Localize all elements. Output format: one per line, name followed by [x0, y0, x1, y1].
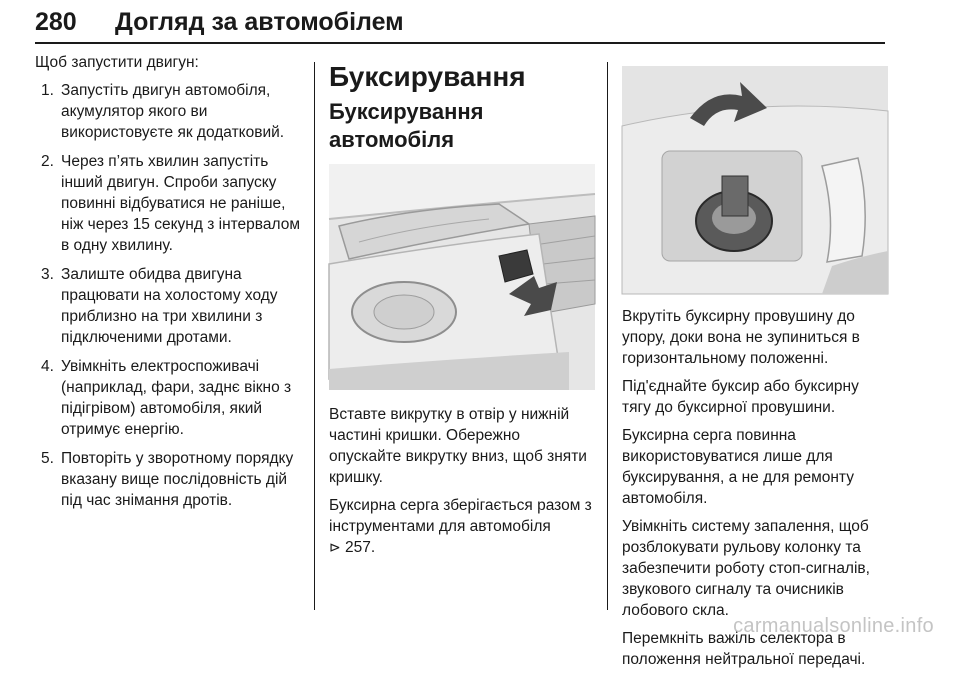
tow-eye-installation-illustration [622, 66, 888, 294]
section-title: Буксирування [329, 61, 526, 92]
column-middle [329, 52, 595, 565]
paragraph-neutral: Перемкніть важіль селектора в положення нейтральної передачі. [622, 630, 866, 668]
header-divider [35, 42, 885, 44]
page-header [35, 6, 925, 46]
start-steps-list [35, 80, 303, 511]
page-reference[interactable]: ⊳ 257. [329, 539, 376, 556]
list-item: 1. Запустіть двигун автомобіля, акумулятор якого ви використовуєте як додатковий. [41, 82, 285, 141]
column-divider-right [607, 62, 608, 610]
cover-removal-text: Вставте викрутку в отвір у нижній частині кришки. Обережно опускайте викрутку вниз, щоб зняти кришку. [329, 406, 587, 486]
intro-text: Щоб запустити двигун: [35, 54, 199, 71]
paragraph-towing-only: Буксирна серга повинна використовуватися лише для буксирування, а не для ремонту автомобіля. [622, 427, 854, 507]
list-item: 5. Повторіть у зворотному порядку вказану вище послідовність дій під час знімання дротів. [41, 450, 294, 509]
subsection-title: Буксирування автомобіля [329, 99, 484, 152]
list-item: 4. Увімкніть електроспоживачі (наприклад, фари, заднє вікно з підігрівом) автомобіля, який отримує енергію. [41, 358, 292, 438]
bumper-cover-illustration [329, 164, 595, 390]
page-number: 280 [35, 8, 77, 36]
paragraph-attach-tow: Під'єднайте буксир або буксирну тягу до буксирної провушини. [622, 378, 859, 416]
watermark: carmanualsonline.info [733, 615, 934, 637]
paragraph-screw-in: Вкрутіть буксирну провушину до упору, доки вона не зупиниться в горизонтальному положенні. [622, 308, 860, 367]
column-right [622, 52, 890, 677]
chapter-title: Догляд за автомобілем [115, 8, 404, 36]
tow-eye-storage-text: Буксирна серга зберігається разом з інструментами для автомобіля ⊳ 257. [329, 497, 592, 556]
page-reference-arrow-icon: ⊳ [329, 539, 341, 555]
column-left [35, 52, 303, 519]
paragraph-ignition: Увімкніть систему запалення, щоб розблокувати рульову колонку та забезпечити роботу стоп-сигналів, звукового сигналу та очисників лобового скла. [622, 518, 870, 619]
column-divider-left [314, 62, 315, 610]
list-item: 3. Залиште обидва двигуна працювати на холостому ходу приблизно на три хвилини з підключеними дротами. [41, 266, 278, 346]
list-item: 2. Через п’ять хвилин запустіть інший двигун. Спроби запуску повинні відбуватися не раніше, ніж через 15 секунд з інтервалом в одну хвилину. [41, 153, 300, 254]
